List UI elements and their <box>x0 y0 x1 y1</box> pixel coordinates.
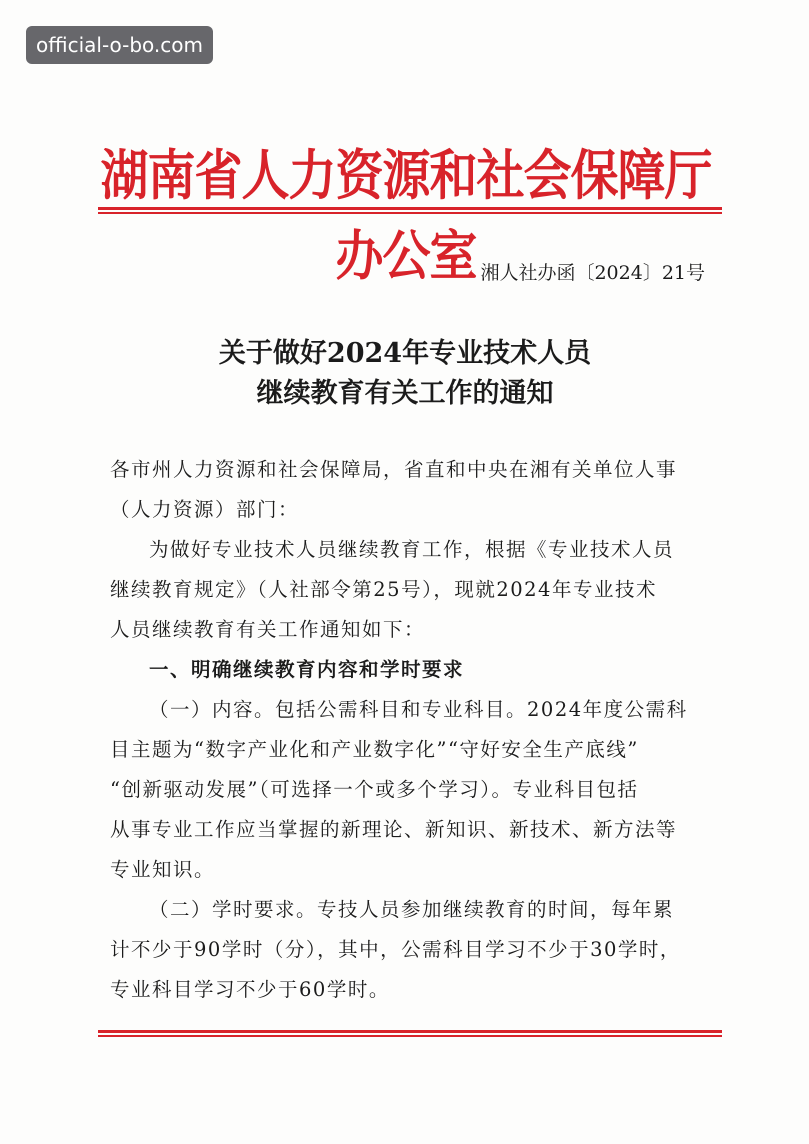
intro-line: 为做好专业技术人员继续教育工作，根据《专业技术人员 <box>149 538 675 561</box>
intro-line: 继续教育规定》（人社部令第25号），现就2024年专业技术 <box>110 578 657 601</box>
document-title-line2: 继续教育有关工作的通知 <box>256 378 554 409</box>
item-content-line: 从事专业工作应当掌握的新理论、新知识、新技术、新方法等 <box>110 818 678 841</box>
document-number: 湘人社办函〔2024〕21号 <box>480 262 705 284</box>
footer-red-rule <box>98 1030 722 1038</box>
item-hours-line: （二）学时要求。专技人员参加继续教育的时间，每年累 <box>149 898 675 921</box>
intro-line: 人员继续教育有关工作通知如下： <box>110 618 426 641</box>
red-rule-thin-line <box>98 1035 722 1037</box>
red-rule-thick-line <box>98 207 722 210</box>
red-rule-thin-line <box>98 212 722 214</box>
item-content-line: “创新驱动发展”（可选择一个或多个学习）。专业科目包括 <box>110 778 639 801</box>
item-content-line: （一）内容。包括公需科目和专业科目。2024年度公需科 <box>149 698 688 721</box>
document-title-line1: 关于做好2024年专业技术人员 <box>218 338 592 369</box>
section-heading: 一、明确继续教育内容和学时要求 <box>149 658 465 681</box>
item-content-line: 目主题为“数字产业化和产业数字化”“守好安全生产底线” <box>110 738 639 761</box>
recipients-line: （人力资源）部门： <box>110 498 300 521</box>
letterhead-org-name: 湖南省人力资源和社会保障厅办公室 <box>100 144 712 288</box>
item-hours-line: 计不少于90学时（分），其中，公需科目学习不少于30学时， <box>110 938 681 961</box>
item-hours-line: 专业科目学习不少于60学时。 <box>110 978 390 1001</box>
letterhead-red-rule <box>98 207 722 215</box>
recipients-line: 各市州人力资源和社会保障局，省直和中央在湘有关单位人事 <box>110 458 678 481</box>
red-rule-thick-line <box>98 1030 722 1033</box>
item-content-line: 专业知识。 <box>110 858 216 881</box>
watermark-badge: official-o-bo.com <box>26 26 213 64</box>
document-body <box>110 450 710 1010</box>
